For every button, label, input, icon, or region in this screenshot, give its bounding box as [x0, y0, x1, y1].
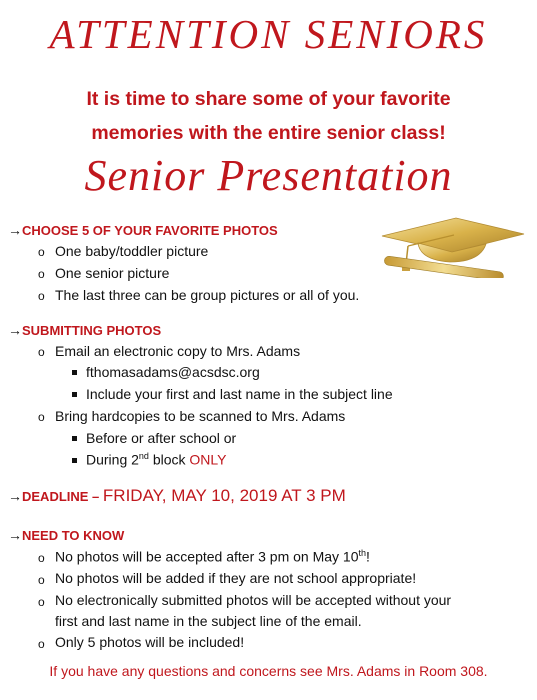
- list-item: No photos will be added if they are not school appropriate!: [55, 570, 417, 586]
- arrow-icon: →: [8, 222, 22, 238]
- section-heading-photos-text: CHOOSE 5 OF YOUR FAVORITE PHOTOS: [22, 223, 278, 238]
- email-address: fthomasadams@acsdsc.org: [86, 364, 260, 380]
- footer-note: If you have any questions and concerns see Mrs. Adams in Room 308.: [49, 663, 488, 679]
- graduation-cap-and-diploma-icon: [378, 212, 528, 278]
- list-item: Email an electronic copy to Mrs. Adams: [55, 343, 301, 359]
- circle-bullet-icon: o: [38, 410, 45, 424]
- deadline-value: FRIDAY, MAY 10, 2019 AT 3 PM: [102, 486, 346, 505]
- tagline-line-1: It is time to share some of your favorite: [86, 88, 451, 110]
- arrow-icon: →: [8, 527, 22, 543]
- list-item-text: !: [366, 548, 370, 565]
- ordinal-suffix: nd: [138, 451, 149, 461]
- square-bullet-icon: [72, 392, 77, 397]
- circle-bullet-icon: o: [38, 345, 45, 359]
- square-bullet-icon: [72, 458, 77, 463]
- list-item-block: [86, 451, 227, 468]
- circle-bullet-icon: o: [38, 595, 45, 609]
- tagline: [20, 82, 517, 150]
- list-item: One senior picture: [55, 265, 170, 281]
- list-item: Before or after school or: [86, 430, 237, 446]
- circle-bullet-icon: o: [38, 551, 45, 565]
- list-item-continuation: first and last name in the subject line of the email.: [55, 613, 362, 629]
- section-heading-submitting: [8, 322, 161, 338]
- list-item: One baby/toddler picture: [55, 243, 209, 259]
- section-heading-submitting-text: SUBMITTING PHOTOS: [22, 323, 162, 338]
- square-bullet-icon: [72, 436, 77, 441]
- section-heading-need-to-know-text: NEED TO KNOW: [22, 528, 125, 543]
- list-item: Include your first and last name in the subject line: [86, 386, 393, 402]
- section-heading-need-to-know: [8, 527, 124, 543]
- page-title: ATTENTION SENIORS: [49, 11, 488, 57]
- list-item: The last three can be group pictures or all of you.: [55, 287, 360, 303]
- arrow-icon: →: [8, 322, 22, 338]
- circle-bullet-icon: o: [38, 267, 45, 281]
- circle-bullet-icon: o: [38, 245, 45, 259]
- circle-bullet-icon: o: [38, 637, 45, 651]
- section-heading-deadline: [8, 486, 346, 506]
- page-subtitle: Senior Presentation: [84, 151, 453, 200]
- ordinal-suffix: th: [358, 548, 367, 558]
- list-item-text: No photos will be accepted after 3 pm on May 10: [55, 548, 359, 565]
- tagline-line-2: memories with the entire senior class!: [91, 122, 446, 144]
- section-heading-photos: [8, 222, 278, 238]
- list-item: [55, 548, 370, 565]
- list-item: Only 5 photos will be included!: [55, 634, 245, 650]
- circle-bullet-icon: o: [38, 573, 45, 587]
- list-item: Bring hardcopies to be scanned to Mrs. Adams: [55, 408, 346, 424]
- arrow-icon: →: [8, 488, 22, 504]
- list-item-text: block: [148, 451, 190, 468]
- list-item-text: During 2: [86, 451, 139, 468]
- list-item: No electronically submitted photos will be accepted without your: [55, 592, 452, 608]
- circle-bullet-icon: o: [38, 289, 45, 303]
- square-bullet-icon: [72, 370, 77, 375]
- section-heading-deadline-text: DEADLINE –: [22, 489, 103, 504]
- emphasis-only: ONLY: [189, 451, 227, 468]
